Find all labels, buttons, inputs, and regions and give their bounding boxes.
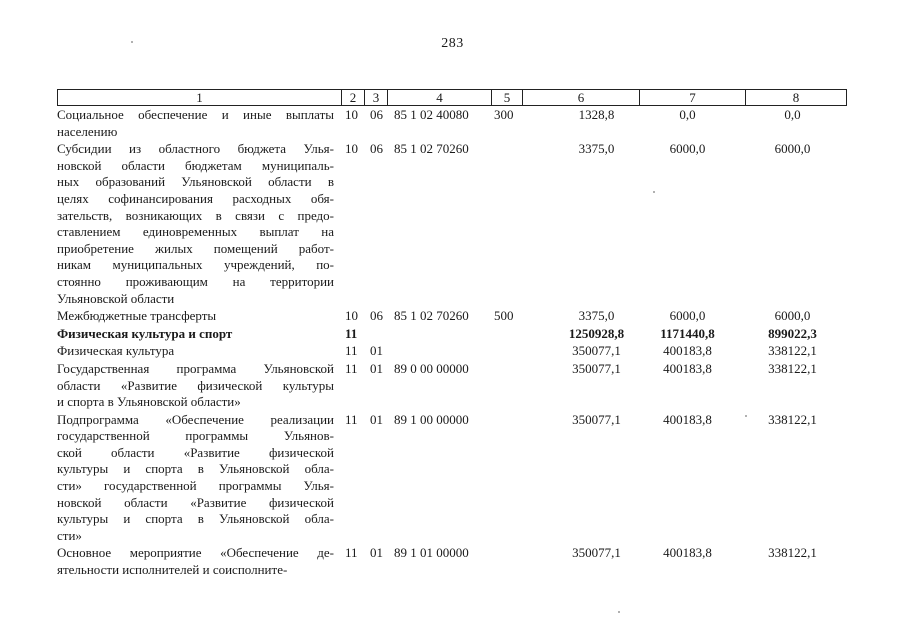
expense-type-code: 300 [494,107,514,122]
description-line: сти» государственной программы Улья- [57,478,334,494]
scan-speck [131,41,133,43]
scan-speck [745,415,747,417]
description-line: населению [57,123,118,139]
description-line: Основное мероприятие «Обеспечение де- [57,545,334,561]
subsection-code: 01 [370,545,383,561]
section-code: 10 [345,141,358,157]
row-description [57,544,334,578]
subsection-code: 06 [370,141,383,157]
description-line: культуры и спорта в Ульяновской обла- [57,511,334,527]
row-description [57,307,334,325]
amount-col8: 338122,1 [768,411,817,427]
row-description [57,325,334,343]
description-line: Государственная программа Ульяновской [57,360,334,376]
amount-col7: 6000,0 [669,141,706,157]
table-row [57,106,857,140]
description-line: новской области бюджетам муниципаль- [57,157,334,173]
amount-col8: 6000,0 [774,308,811,324]
table-row [57,307,857,325]
description-line: и спорта в Ульяновской области» [57,394,241,410]
description-line: государственной программы Ульянов- [57,428,334,444]
amount-col6: 350077,1 [572,343,621,359]
page-number: 283 [441,36,464,51]
amount-col8: 338122,1 [768,545,817,561]
amount-col7: 1171440,8 [660,325,715,341]
section-code: 11 [345,545,358,561]
column-header-7: 7 [640,90,746,106]
table-row [57,342,857,360]
section-code: 10 [345,308,358,324]
target-article-code: 85 1 02 70260 [394,141,469,157]
description-line: стоянно проживающим на территории [57,273,334,289]
column-header-4: 4 [388,90,492,106]
amount-col8: 899022,3 [768,325,817,341]
section-code: 11 [345,360,358,376]
column-header-row [58,90,847,106]
table-row [57,360,857,411]
amount-col6: 350077,1 [572,411,621,427]
column-header-2: 2 [342,90,365,106]
expense-type-code: 500 [494,308,514,324]
description-line: культуры и спорта в Ульяновской обла- [57,461,334,477]
amount-col7: 400183,8 [663,343,712,359]
row-description [57,360,334,411]
subsection-code: 01 [370,343,383,359]
column-header-6: 6 [523,90,640,106]
description-line: Социальное обеспечение и иные выплаты [57,107,334,122]
target-article-code: 85 1 02 70260 [394,308,469,324]
description-line: Подпрограмма «Обеспечение реализации [57,411,334,427]
amount-col8: 0,0 [784,107,801,122]
amount-col7: 400183,8 [663,545,712,561]
section-code: 11 [345,343,358,359]
amount-col6: 3375,0 [578,308,615,324]
description-line: приобретение жилых помещений работ- [57,240,334,256]
description-line: области «Развитие физической культуры [57,377,334,393]
section-code: 10 [345,107,358,122]
subsection-code: 01 [370,360,383,376]
amount-col6: 350077,1 [572,545,621,561]
column-header-3: 3 [365,90,388,106]
target-article-code: 89 1 00 00000 [394,411,469,427]
column-header-8: 8 [746,90,847,106]
table-row [57,325,857,343]
description-line: Физическая культура и спорт [57,325,233,341]
description-line: зательств, возникающих в связи с предо- [57,207,334,223]
target-article-code: 89 0 00 00000 [394,360,469,376]
column-header-5: 5 [492,90,523,106]
row-description [57,140,334,307]
amount-col8: 338122,1 [768,343,817,359]
amount-col6: 1328,8 [578,107,615,122]
row-description [57,411,334,545]
table-body [57,106,857,579]
description-line: Межбюджетные трансферты [57,308,217,324]
amount-col6: 1250928,8 [568,325,625,341]
row-description [57,106,334,140]
target-article-code: 89 1 01 00000 [394,545,469,561]
subsection-code: 06 [370,308,383,324]
table-row [57,411,857,545]
column-header-1: 1 [58,90,342,106]
amount-col7: 400183,8 [663,360,712,376]
description-line: никам муниципальных учреждений, по- [57,257,334,273]
amount-col8: 338122,1 [768,360,817,376]
amount-col8: 6000,0 [774,141,811,157]
amount-col6: 350077,1 [572,360,621,376]
amount-col7: 400183,8 [663,411,712,427]
table-row [57,544,857,578]
section-code: 11 [345,411,358,427]
row-description [57,342,334,360]
column-header-table [57,89,847,106]
amount-col7: 6000,0 [669,308,706,324]
description-line: сти» [57,527,82,543]
description-line: Субсидии из областного бюджета Улья- [57,141,334,157]
scan-speck [618,611,620,613]
target-article-code: 85 1 02 40080 [394,107,469,122]
amount-col6: 3375,0 [578,141,615,157]
description-line: Физическая культура [57,343,175,359]
description-line: ных образований Ульяновской области в [57,174,334,190]
subsection-code: 06 [370,107,383,122]
description-line: Ульяновской области [57,290,175,306]
scan-speck [653,191,655,193]
section-code: 11 [345,325,358,341]
description-line: ставлением единовременных выплат на [57,224,334,240]
subsection-code: 01 [370,411,383,427]
amount-col7: 0,0 [679,107,696,122]
description-line: ской области «Развитие физической [57,444,334,460]
description-line: целях софинансирования расходных обя- [57,190,334,206]
description-line: новской области «Развитие физической [57,494,334,510]
description-line: ятельности исполнителей и соисполните- [57,562,288,578]
table-row [57,140,857,307]
